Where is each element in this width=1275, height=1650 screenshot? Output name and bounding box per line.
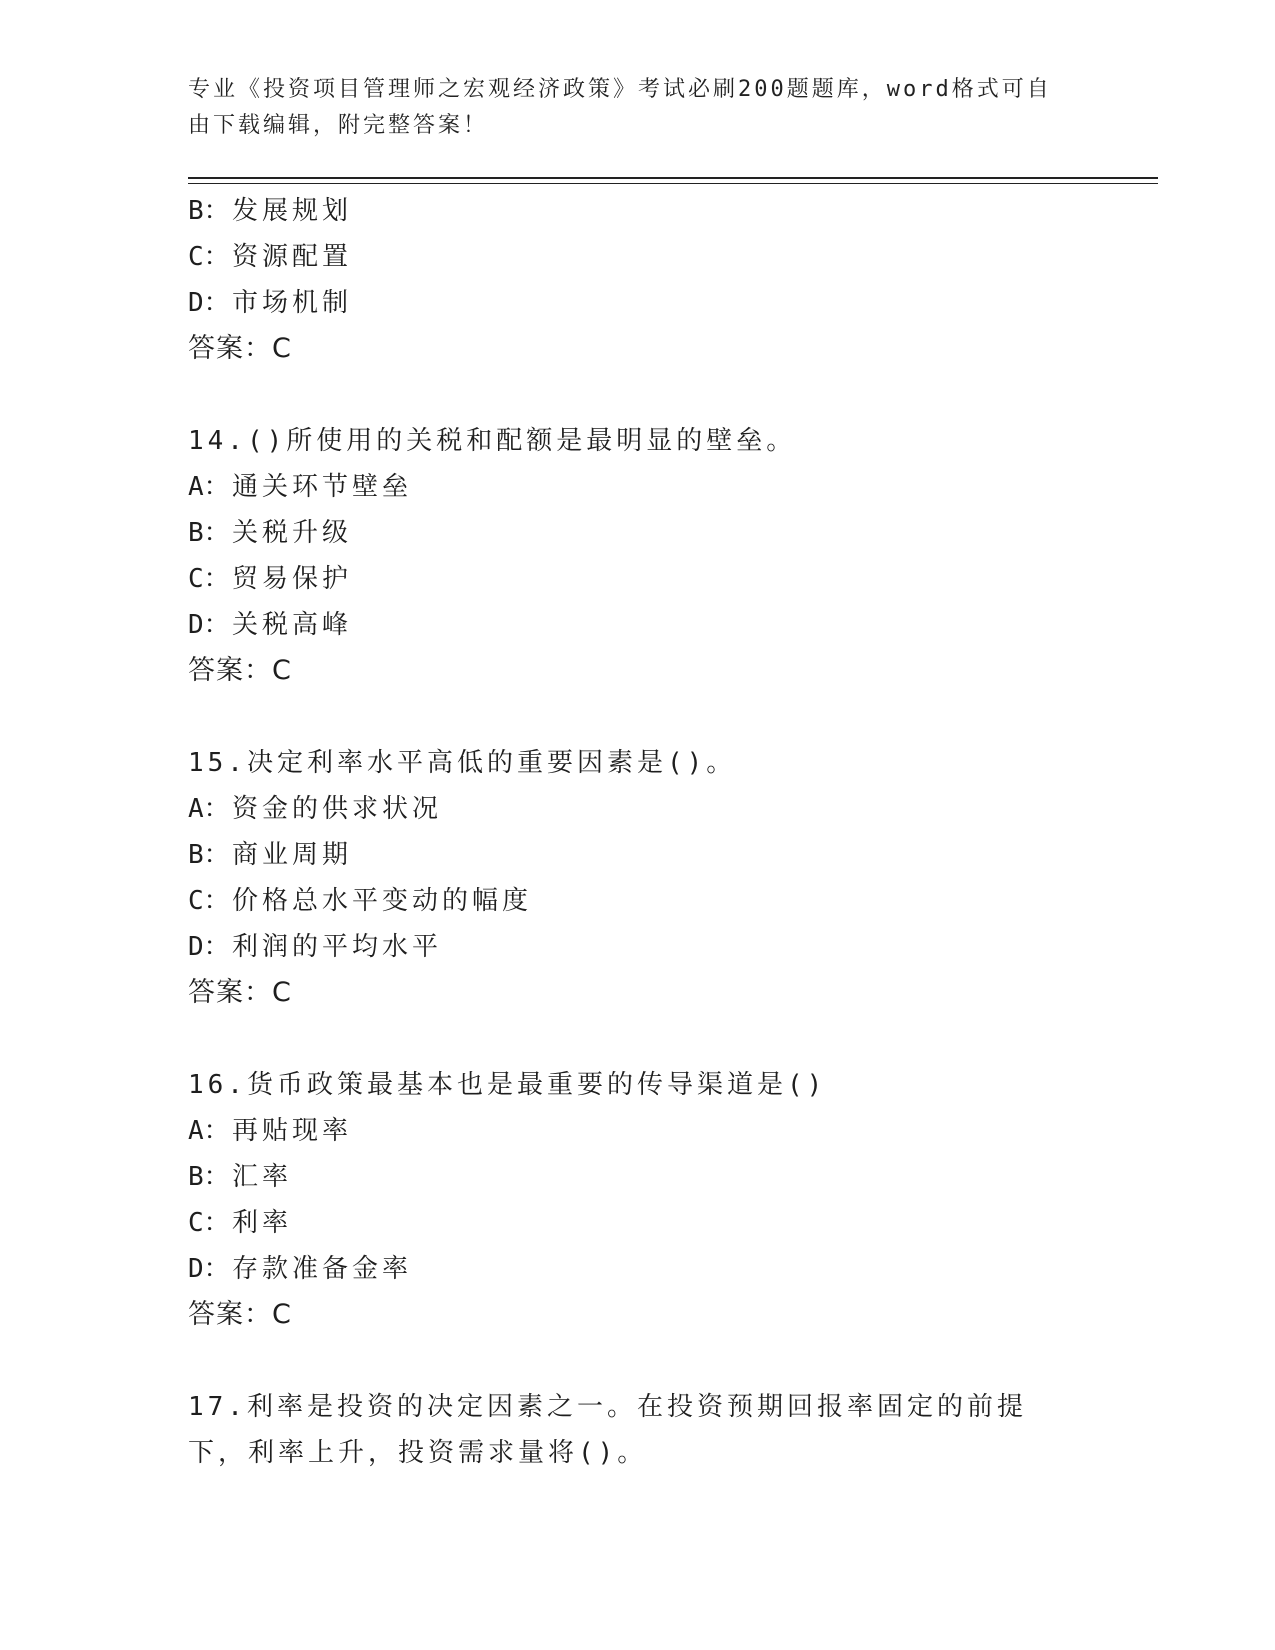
option-letter: A：	[188, 794, 230, 824]
question-stem: 17.利率是投资的决定因素之一。在投资预期回报率固定的前提下，利率上升，投资需求量将()。	[188, 1392, 1027, 1468]
option-letter: D：	[188, 932, 230, 962]
option-d	[188, 924, 1088, 970]
question-stem: 15.决定利率水平高低的重要因素是()。	[188, 748, 737, 778]
option-letter: C：	[188, 886, 230, 916]
option-text: 商业周期	[232, 840, 353, 870]
option-b	[188, 1154, 1088, 1200]
option-text: 贸易保护	[232, 564, 353, 594]
option-b	[188, 188, 1088, 234]
answer-line: 答案：C	[188, 1299, 292, 1330]
option-letter: A：	[188, 1116, 230, 1146]
question-15	[188, 740, 1088, 1016]
question-stem: 16.货币政策最基本也是最重要的传导渠道是()	[188, 1070, 827, 1100]
spacer	[188, 372, 1088, 418]
option-letter: D：	[188, 610, 230, 640]
option-d	[188, 280, 1088, 326]
answer-line: 答案：C	[188, 655, 292, 686]
option-text: 利率	[232, 1208, 293, 1238]
document-header: 专业《投资项目管理师之宏观经济政策》考试必刷200题题库，word格式可自由下载编辑，附完整答案！	[188, 77, 1052, 138]
option-letter: C：	[188, 242, 230, 272]
answer-line: 答案：C	[188, 333, 292, 364]
option-letter: B：	[188, 518, 230, 548]
spacer	[188, 1338, 1088, 1384]
header-divider-thin	[188, 183, 1158, 184]
question-stem: 14.()所使用的关税和配额是最明显的壁垒。	[188, 426, 797, 456]
option-text: 再贴现率	[232, 1116, 353, 1146]
answer-line: 答案：C	[188, 977, 292, 1008]
question-17	[188, 1384, 1088, 1476]
spacer	[188, 694, 1088, 740]
option-text: 通关环节壁垒	[232, 472, 413, 502]
option-letter: D：	[188, 288, 230, 318]
option-text: 市场机制	[232, 288, 353, 318]
option-a	[188, 464, 1088, 510]
option-c	[188, 878, 1088, 924]
header-divider-thick	[188, 177, 1158, 179]
option-text: 关税升级	[232, 518, 353, 548]
spacer	[188, 1016, 1088, 1062]
option-b	[188, 832, 1088, 878]
option-c	[188, 234, 1088, 280]
option-d	[188, 1246, 1088, 1292]
option-letter: D：	[188, 1254, 230, 1284]
option-text: 资金的供求状况	[232, 794, 443, 824]
question-16	[188, 1062, 1088, 1338]
option-text: 资源配置	[232, 242, 353, 272]
option-letter: C：	[188, 564, 230, 594]
option-text: 发展规划	[232, 196, 353, 226]
option-letter: B：	[188, 1162, 230, 1192]
option-c	[188, 556, 1088, 602]
option-text: 价格总水平变动的幅度	[232, 886, 533, 916]
option-text: 存款准备金率	[232, 1254, 413, 1284]
option-b	[188, 510, 1088, 556]
option-letter: A：	[188, 472, 230, 502]
option-a	[188, 786, 1088, 832]
option-text: 关税高峰	[232, 610, 353, 640]
question-list	[188, 188, 1088, 1476]
option-d	[188, 602, 1088, 648]
option-letter: B：	[188, 196, 230, 226]
question-13-continued	[188, 188, 1088, 372]
option-letter: C：	[188, 1208, 230, 1238]
option-letter: B：	[188, 840, 230, 870]
option-text: 利润的平均水平	[232, 932, 443, 962]
option-text: 汇率	[232, 1162, 293, 1192]
option-c	[188, 1200, 1088, 1246]
question-14	[188, 418, 1088, 694]
option-a	[188, 1108, 1088, 1154]
